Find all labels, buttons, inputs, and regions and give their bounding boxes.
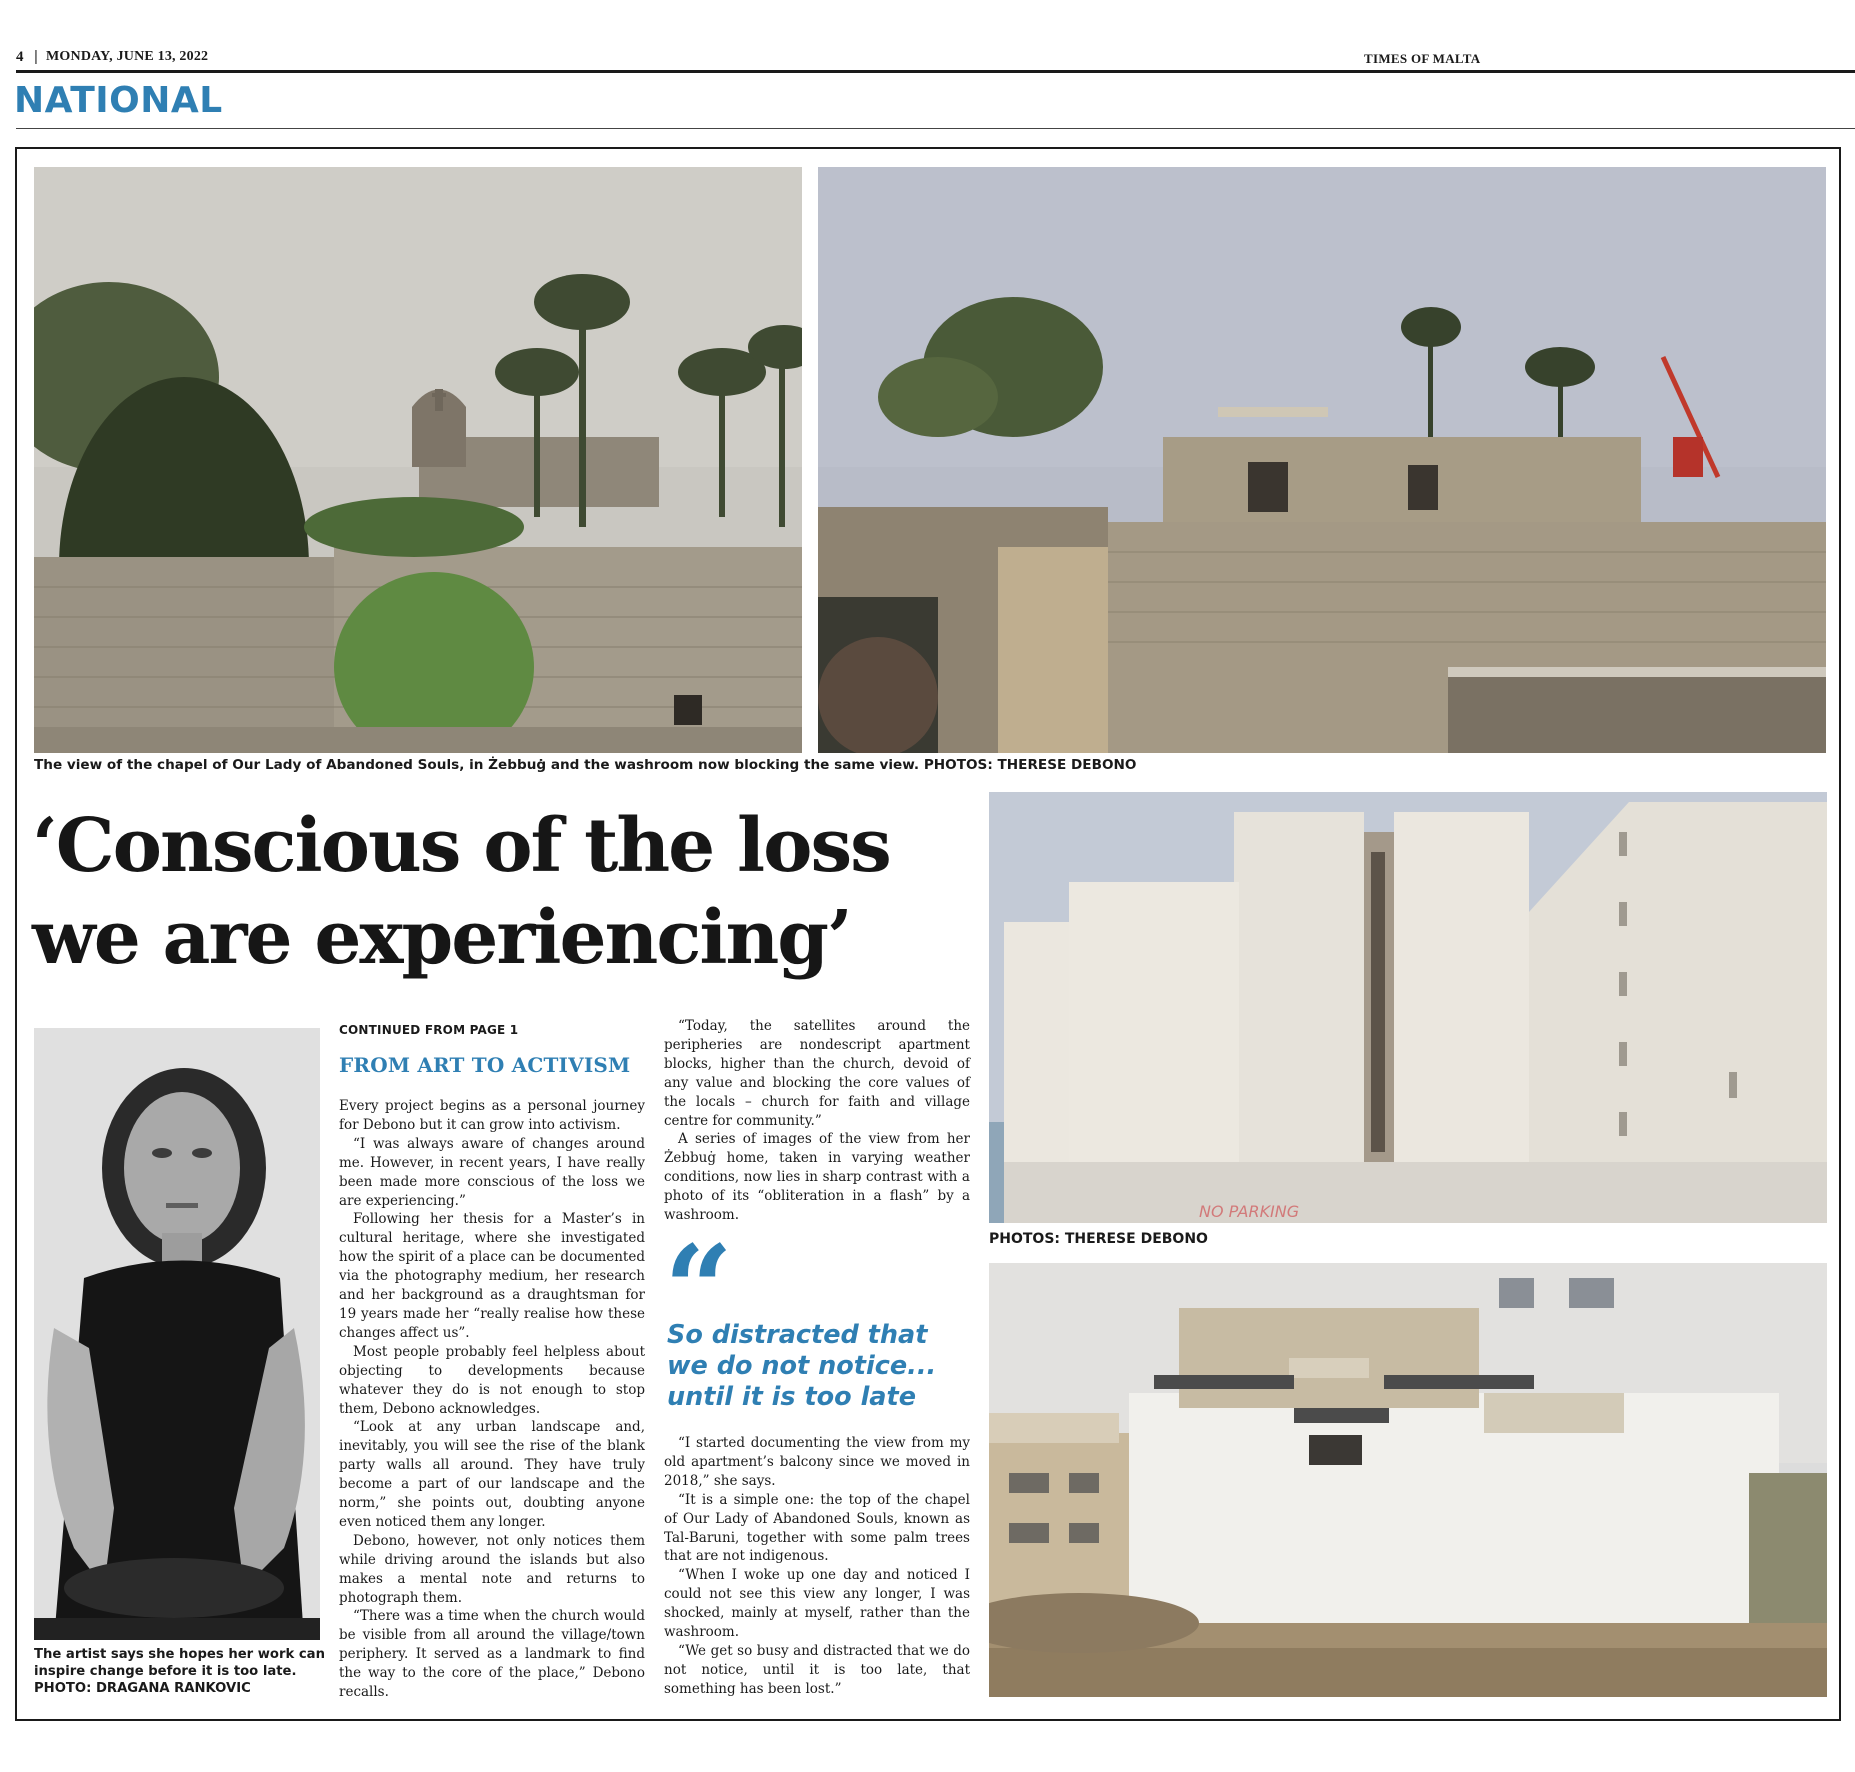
header-separator: | — [34, 48, 38, 65]
section-title: NATIONAL — [14, 80, 223, 121]
publication-name: TIMES OF MALTA — [1364, 51, 1481, 66]
paragraph: Most people probably feel helpless about objecting to developments because whatever they do is not enough to stop them, Debono acknowledges. — [339, 1343, 645, 1417]
party-walls-photo — [989, 792, 1827, 1223]
paragraph: Every project begins as a personal journey for Debono but it can grow into activism. — [339, 1098, 645, 1133]
top-photos-caption: The view of the chapel of Our Lady of Abandoned Souls, in Żebbuġ and the washroom now blocking the same view. PHOTOS: THERESE DEBONO — [34, 757, 1137, 773]
quote-mark-icon: “ — [664, 1219, 734, 1360]
paragraph: Following her thesis for a Master’s in cultural heritage, where she investigated how the spirit of a place can be documented via the photography medium, her research and her background as a draughtsman for 19 years made her “really realise how these changes affect us”. — [339, 1211, 645, 1341]
article-column-1 — [339, 1097, 645, 1702]
paragraph: A series of images of the view from her Żebbuġ home, taken in varying weather conditions, now lies in sharp contrast with a photo of its “obliteration in a flash” by a washroom. — [664, 1131, 970, 1224]
white-block-photo — [989, 1263, 1827, 1697]
portrait-caption — [34, 1646, 324, 1697]
article-subhead: FROM ART TO ACTIVISM — [339, 1053, 631, 1077]
portrait-caption-line: inspire change before it is too late. — [34, 1664, 297, 1679]
portrait-credit: PHOTO: DRAGANA RANKOVIC — [34, 1681, 251, 1696]
washroom-view-photo — [818, 167, 1826, 753]
chapel-view-photo — [34, 167, 802, 753]
right-photos-credit: PHOTOS: THERESE DEBONO — [989, 1231, 1208, 1247]
pull-quote — [667, 1320, 967, 1413]
portrait-caption-line: The artist says she hopes her work can — [34, 1647, 325, 1662]
continued-label: CONTINUED FROM PAGE 1 — [339, 1023, 519, 1037]
graffiti-text: NO PARKING — [1199, 1202, 1300, 1221]
paragraph: Debono, however, not only notices them while driving around the islands but also makes a mental note and returns to photograph them. — [339, 1532, 645, 1606]
artist-portrait-photo — [34, 1028, 320, 1640]
page-number: 4 — [16, 49, 24, 65]
header-rule — [16, 70, 1855, 73]
section-rule — [16, 128, 1855, 129]
issue-date: MONDAY, JUNE 13, 2022 — [46, 49, 209, 64]
paragraph: “Look at any urban landscape and, inevitably, you will see the rise of the blank party walls all around. They have truly become a part of our landscape and the norm,” she points out, doubting anyone even noticed them any longer. — [339, 1419, 645, 1530]
article-headline: ‘Conscious of the loss we are experiencing’ — [32, 803, 890, 981]
pull-quote-line: we do not notice... — [667, 1351, 937, 1381]
paragraph: “When I woke up one day and noticed I could not see this view any longer, I was shocked, mainly at myself, rather than the washroom. — [664, 1567, 970, 1641]
paragraph: “I was always aware of changes around me. However, in recent years, I have really been made more conscious of the loss we are experiencing.” — [339, 1135, 645, 1209]
paragraph: “It is a simple one: the top of the chapel of Our Lady of Abandoned Souls, known as Tal-Baruni, together with some palm trees that are not indigenous. — [664, 1491, 970, 1565]
article-column-2 — [664, 1017, 970, 1225]
paragraph: “Today, the satellites around the peripheries are nondescript apartment blocks, higher than the church, devoid of any value and blocking the core values of the locals – church for faith and village centre for community.” — [664, 1018, 970, 1129]
paragraph: “We get so busy and distracted that we do not notice, until it is too late, that something has been lost.” — [664, 1642, 970, 1697]
pull-quote-line: So distracted that — [667, 1320, 928, 1350]
paragraph: “There was a time when the church would be visible from all around the village/town periphery. It served as a landmark to find the way to the core of the place,” Debono recalls. — [339, 1608, 645, 1701]
paragraph: “I started documenting the view from my old apartment’s balcony since we moved in 2018,” she says. — [664, 1435, 970, 1489]
article-column-3 — [664, 1434, 970, 1699]
pull-quote-line: until it is too late — [667, 1382, 916, 1412]
